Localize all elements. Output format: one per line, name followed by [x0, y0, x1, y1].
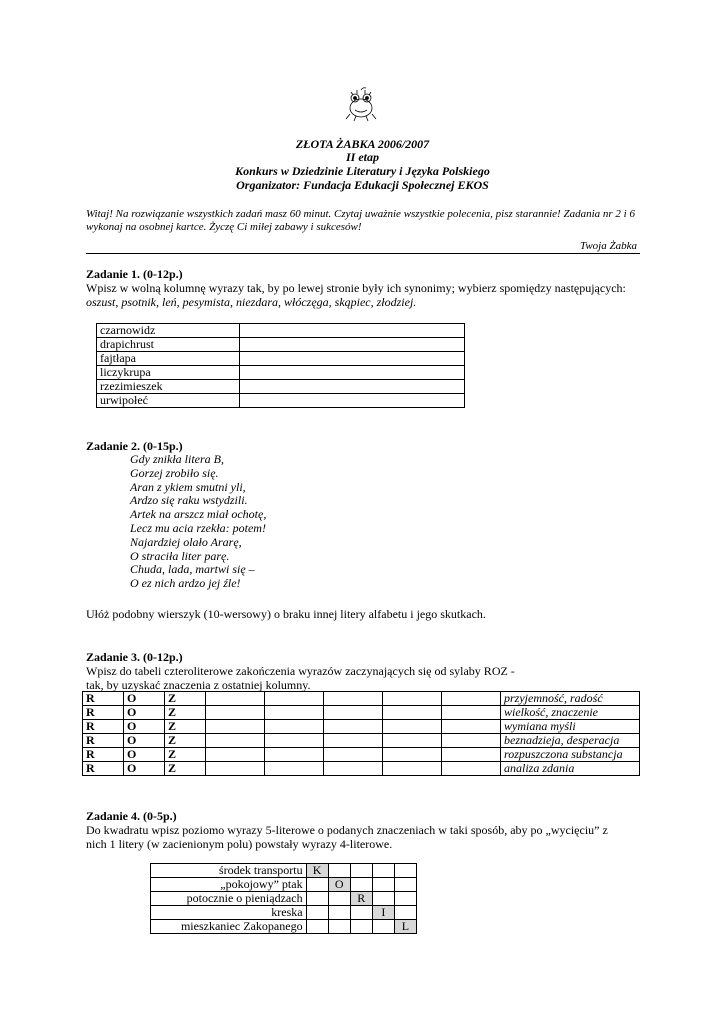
answer-cell[interactable] — [383, 706, 442, 720]
table-row — [151, 920, 417, 934]
poem-line: Artek na arszcz miał ochotę, — [130, 507, 267, 522]
answer-cell[interactable] — [372, 864, 394, 878]
answer-cell[interactable] — [306, 920, 328, 934]
answer-cell[interactable] — [383, 720, 442, 734]
task3-instruction-1: Wpisz do tabeli czteroliterowe zakończenia wyrazów zaczynających się od sylaby ROZ - — [86, 664, 515, 678]
shaded-letter-cell: K — [306, 864, 328, 878]
answer-cell[interactable] — [206, 692, 265, 706]
table-row — [97, 352, 465, 366]
task3-table — [82, 691, 640, 776]
answer-cell[interactable] — [442, 720, 501, 734]
answer-cell[interactable] — [206, 748, 265, 762]
answer-cell[interactable] — [394, 878, 416, 892]
task2-title: Zadanie 2. (0-15p.) — [86, 439, 183, 453]
shaded-letter-cell: O — [328, 878, 350, 892]
answer-cell[interactable] — [442, 706, 501, 720]
table-row — [97, 338, 465, 352]
divider — [86, 253, 640, 254]
table-row — [151, 878, 417, 892]
task1-table — [96, 323, 465, 408]
table-row — [83, 748, 640, 762]
table-row — [83, 692, 640, 706]
table-row — [97, 394, 465, 408]
answer-cell[interactable] — [350, 920, 372, 934]
answer-cell[interactable] — [442, 734, 501, 748]
letter-cell: Z — [165, 692, 206, 706]
letter-cell: O — [124, 720, 165, 734]
letter-cell: Z — [165, 748, 206, 762]
meaning-cell: analiza zdania — [501, 762, 640, 776]
answer-cell[interactable] — [328, 864, 350, 878]
answer-cell[interactable] — [372, 892, 394, 906]
answer-cell[interactable] — [383, 734, 442, 748]
answer-cell[interactable] — [372, 920, 394, 934]
answer-cell[interactable] — [394, 906, 416, 920]
answer-cell[interactable] — [372, 878, 394, 892]
answer-cell[interactable] — [265, 762, 324, 776]
answer-cell[interactable] — [350, 864, 372, 878]
table-row — [83, 706, 640, 720]
answer-cell[interactable] — [240, 338, 465, 352]
answer-cell[interactable] — [265, 706, 324, 720]
task4-table — [150, 863, 417, 934]
letter-cell: Z — [165, 762, 206, 776]
answer-cell[interactable] — [240, 324, 465, 338]
shaded-letter-cell: I — [372, 906, 394, 920]
answer-cell[interactable] — [265, 734, 324, 748]
letter-cell: R — [83, 748, 124, 762]
table-row — [97, 366, 465, 380]
answer-cell[interactable] — [324, 748, 383, 762]
task2-instruction: Ułóż podobny wierszyk (10-wersowy) o braku innej litery alfabetu i jego skutkach. — [86, 607, 486, 621]
answer-cell[interactable] — [306, 892, 328, 906]
answer-cell[interactable] — [265, 748, 324, 762]
answer-cell[interactable] — [206, 720, 265, 734]
task4-instruction-2: nich 1 litery (w zacienionym polu) powstały wyrazy 4-literowe. — [86, 837, 393, 851]
poem-line: O straciła liter parę. — [130, 548, 230, 563]
synonym-cell: rzezimieszek — [97, 380, 240, 394]
task1-title: Zadanie 1. (0-12p.) — [86, 267, 183, 281]
answer-cell[interactable] — [442, 692, 501, 706]
table-row — [151, 906, 417, 920]
poem-line: Gorzej zrobiło się. — [130, 465, 219, 480]
task2-poem — [130, 453, 266, 591]
answer-cell[interactable] — [206, 734, 265, 748]
letter-cell: O — [124, 692, 165, 706]
poem-line: Gdy znikła litera B, — [130, 452, 224, 466]
letter-cell: O — [124, 762, 165, 776]
synonym-cell: urwipołeć — [97, 394, 240, 408]
answer-cell[interactable] — [328, 920, 350, 934]
synonym-cell: fajtłapa — [97, 352, 240, 366]
letter-cell: R — [83, 692, 124, 706]
task1-options: oszust, psotnik, leń, pesymista, niezdara, włóczęga, skąpiec, złodziej. — [86, 295, 417, 309]
meaning-cell: rozpuszczona substancja — [501, 748, 640, 762]
meaning-cell: beznadzieja, desperacja — [501, 734, 640, 748]
synonym-cell: czarnowidz — [97, 324, 240, 338]
answer-cell[interactable] — [240, 352, 465, 366]
task1-instruction: Wpisz w wolną kolumnę wyrazy tak, by po lewej stronie były ich synonimy; wybierz spomiędzy następujących: — [86, 281, 626, 295]
contest-title: ZŁOTA ŻABKA 2006/2007 — [295, 137, 430, 151]
answer-cell[interactable] — [394, 892, 416, 906]
answer-cell[interactable] — [240, 394, 465, 408]
synonym-cell: liczykrupa — [97, 366, 240, 380]
answer-cell[interactable] — [324, 734, 383, 748]
poem-line: Aran z ykiem smutni yli, — [130, 479, 246, 494]
answer-cell[interactable] — [328, 892, 350, 906]
table-row — [151, 892, 417, 906]
answer-cell[interactable] — [240, 366, 465, 380]
answer-cell[interactable] — [306, 906, 328, 920]
task4-instruction-1: Do kwadratu wpisz poziomo wyrazy 5-literowe o podanych znaczeniach w taki sposób, aby po „wycięciu” z — [86, 823, 608, 837]
shaded-letter-cell: R — [350, 892, 372, 906]
task3-instruction-2: tak, by uzyskać znaczenia z ostatniej kolumny. — [86, 678, 311, 692]
meaning-cell: wymiana myśli — [501, 720, 640, 734]
letter-cell: Z — [165, 706, 206, 720]
meaning-cell: przyjemność, radość — [501, 692, 640, 706]
answer-cell[interactable] — [324, 706, 383, 720]
poem-line: Lecz mu acia rzekła: potem! — [130, 520, 266, 535]
answer-cell[interactable] — [206, 706, 265, 720]
clue-cell: kreska — [151, 906, 307, 920]
answer-cell[interactable] — [394, 864, 416, 878]
answer-cell[interactable] — [383, 762, 442, 776]
answer-cell[interactable] — [383, 692, 442, 706]
answer-cell[interactable] — [442, 762, 501, 776]
poem-line: Chuda, lada, martwi się – — [130, 562, 255, 577]
task3-title: Zadanie 3. (0-12p.) — [86, 650, 183, 664]
table-row — [83, 734, 640, 748]
meaning-cell: wielkość, znaczenie — [501, 706, 640, 720]
answer-cell[interactable] — [240, 380, 465, 394]
letter-cell: R — [83, 762, 124, 776]
task4-title: Zadanie 4. (0-5p.) — [86, 809, 177, 823]
letter-cell: O — [124, 706, 165, 720]
answer-cell[interactable] — [324, 692, 383, 706]
frog-logo-icon — [341, 86, 381, 122]
synonym-cell: drapichrust — [97, 338, 240, 352]
answer-cell[interactable] — [442, 748, 501, 762]
letter-cell: O — [124, 748, 165, 762]
organizer-line: Organizator: Fundacja Edukacji Społecznej EKOS — [236, 178, 489, 192]
table-row — [97, 324, 465, 338]
table-row — [151, 864, 417, 878]
answer-cell[interactable] — [206, 762, 265, 776]
table-row — [83, 762, 640, 776]
answer-cell[interactable] — [265, 692, 324, 706]
answer-cell[interactable] — [350, 906, 372, 920]
poem-line: Ardzo się raku wstydzili. — [130, 493, 248, 508]
clue-cell: „pokojowy” ptak — [151, 878, 307, 892]
answer-cell[interactable] — [306, 878, 328, 892]
letter-cell: R — [83, 720, 124, 734]
answer-cell[interactable] — [350, 878, 372, 892]
answer-cell[interactable] — [383, 748, 442, 762]
answer-cell[interactable] — [265, 720, 324, 734]
letter-cell: Z — [165, 720, 206, 734]
letter-cell: R — [83, 734, 124, 748]
poem-line: Najardziej olało Ararę, — [130, 534, 242, 549]
shaded-letter-cell: L — [394, 920, 416, 934]
table-row — [97, 380, 465, 394]
stage-title: II etap — [346, 150, 379, 164]
clue-cell: potocznie o pieniądzach — [151, 892, 307, 906]
letter-cell: Z — [165, 734, 206, 748]
clue-cell: mieszkaniec Zakopanego — [151, 920, 307, 934]
letter-cell: R — [83, 706, 124, 720]
contest-subtitle: Konkurs w Dziedzinie Literatury i Języka Polskiego — [235, 164, 490, 178]
answer-cell[interactable] — [328, 906, 350, 920]
signature: Twoja Żabka — [580, 240, 637, 252]
table-row — [83, 720, 640, 734]
answer-cell[interactable] — [324, 762, 383, 776]
clue-cell: środek transportu — [151, 864, 307, 878]
intro-text: Witaj! Na rozwiązanie wszystkich zadań masz 60 minut. Czytaj uważnie wszystkie polecenia, pisz starannie! Zadania nr 2 i 6 wykonaj na osobnej kartce. Życzę Ci miłej zabawy i sukcesów! — [86, 208, 635, 233]
letter-cell: O — [124, 734, 165, 748]
answer-cell[interactable] — [324, 720, 383, 734]
poem-line: O ez nich ardzo jej źle! — [130, 576, 241, 591]
